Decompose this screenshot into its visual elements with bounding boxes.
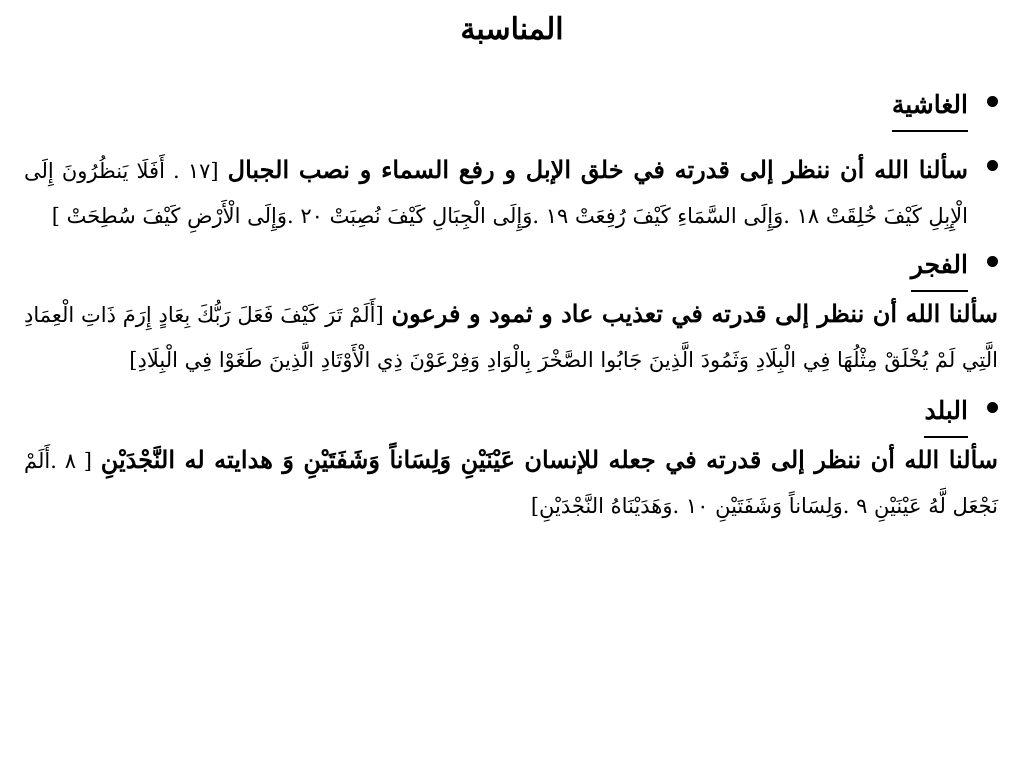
bullet-icon bbox=[987, 256, 998, 267]
section-heading: الفجر bbox=[911, 244, 968, 292]
bullet-icon bbox=[987, 160, 998, 171]
section-heading-row bbox=[24, 84, 998, 132]
section-heading: الغاشية bbox=[892, 84, 968, 132]
section-paragraph bbox=[24, 148, 968, 238]
section-statement: سألنا الله أن ننظر إلى قدرته في خلق الإبل و رفع السماء و نصب الجبال bbox=[227, 155, 968, 184]
section-heading-row bbox=[24, 390, 998, 438]
section-statement: سألنا الله أن ننظر إلى قدرته في جعله للإنسان عَيْنَيْنِ وَلِسَاناً وَشَفَتَيْنِ وَ هدايته له النَّجْدَيْنِ bbox=[100, 445, 998, 474]
bullet-icon bbox=[987, 402, 998, 413]
section-balad bbox=[24, 390, 998, 528]
section-fajr bbox=[24, 244, 998, 382]
section-paragraph bbox=[24, 438, 998, 528]
quran-verse: [ ٨ .أَلَمْ نَجْعَل لَّهُ عَيْنَيْنِ ٩ .وَلِسَاناً وَشَفَتَيْنِ ١٠ .وَهَدَيْنَاهُ النَّجْدَيْنِ] bbox=[24, 449, 998, 518]
section-ghashiya bbox=[24, 84, 998, 132]
slide-title: المناسبة bbox=[460, 12, 564, 47]
section-statement: سألنا الله أن ننظر إلى قدرته في تعذيب عاد و ثمود و فرعون bbox=[391, 299, 999, 328]
section-ghashiya-body bbox=[24, 148, 998, 238]
slide-content bbox=[24, 78, 998, 528]
bullet-icon bbox=[987, 96, 998, 107]
section-body-row bbox=[24, 148, 998, 238]
section-heading: البلد bbox=[924, 390, 968, 438]
quran-verse: [١٧ . أَفَلَا يَنظُرُونَ إِلَى الْإِبِلِ كَيْفَ خُلِقَتْ ١٨ .وَإِلَى السَّمَاءِ كَيْفَ رُفِعَتْ ١٩ .وَإِلَى الْجِبَالِ كَيْفَ نُصِبَتْ ٢٠ .وَإِلَى الْأَرْضِ كَيْفَ سُطِحَتْ ] bbox=[24, 159, 968, 228]
quran-verse: [أَلَمْ تَرَ كَيْفَ فَعَلَ رَبُّكَ بِعَادٍ إِرَمَ ذَاتِ الْعِمَادِ الَّتِي لَمْ يُخْلَقْ مِثْلُهَا فِي الْبِلَادِ وَثَمُودَ الَّذِينَ جَابُوا الصَّخْرَ بِالْوَادِ وَفِرْعَوْنَ ذِي الْأَوْتَادِ الَّذِينَ طَغَوْا فِي الْبِلَادِ] bbox=[24, 303, 998, 372]
section-paragraph bbox=[24, 292, 998, 382]
section-heading-row bbox=[24, 244, 998, 292]
